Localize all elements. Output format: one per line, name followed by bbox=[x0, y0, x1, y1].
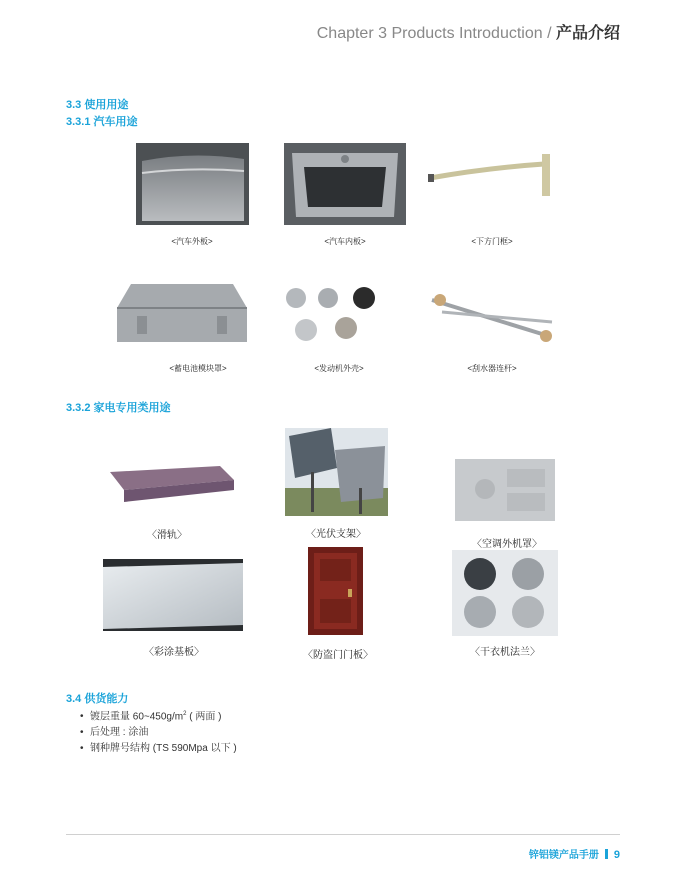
caption-battery-module-cover: <蓄电池模块罩> bbox=[169, 364, 227, 373]
supply-capability-list bbox=[80, 706, 237, 757]
list-item: • 镀层重量 $60\sim 450g/m^2$ ( 两面 ) bbox=[80, 711, 222, 723]
ac-outdoor-cover-photo bbox=[455, 459, 555, 521]
caption-solar-bracket: 〈光伏支架〉 bbox=[306, 529, 366, 540]
caption-engine-housing: <发动机外壳> bbox=[314, 364, 364, 373]
chapter-title-cn: 产品介绍 bbox=[555, 25, 620, 42]
section-3-3-2-heading: 3.3.2 家电专用类用途 bbox=[66, 402, 171, 414]
solar-bracket-photo bbox=[285, 428, 388, 516]
chapter-title-en: Chapter 3 Products Introduction / bbox=[316, 25, 552, 42]
chapter-header bbox=[317, 20, 620, 43]
security-door-panel-photo bbox=[308, 547, 363, 635]
car-inner-panel-photo bbox=[284, 143, 406, 225]
car-outer-panel-photo bbox=[136, 143, 249, 225]
engine-housing-photo bbox=[280, 282, 396, 350]
dryer-flange-photo bbox=[452, 550, 558, 636]
caption-lower-door-frame: <下方门框> bbox=[471, 237, 513, 246]
footer-separator bbox=[605, 849, 608, 859]
pre-painted-substrate-photo bbox=[103, 559, 243, 631]
page-footer bbox=[529, 846, 620, 861]
caption-ac-outdoor-cover: 〈空调外机罩〉 bbox=[472, 539, 542, 550]
page-number: 9 bbox=[613, 849, 620, 861]
section-3-3-heading: 3.3 使用用途 bbox=[66, 99, 129, 111]
caption-pre-painted-substrate: 〈彩涂基板〉 bbox=[144, 647, 204, 658]
caption-dryer-flange: 〈干衣机法兰〉 bbox=[470, 647, 540, 658]
slide-rail-photo bbox=[102, 460, 242, 512]
lower-door-frame-photo bbox=[426, 150, 556, 198]
battery-module-cover-photo bbox=[113, 278, 251, 352]
caption-security-door-panel: 〈防盗门门板〉 bbox=[303, 650, 373, 661]
caption-wiper-linkage: <刮水器连杆> bbox=[467, 364, 517, 373]
section-3-4-heading: 3.4 供货能力 bbox=[66, 693, 129, 705]
manual-title: 锌铝镁产品手册 bbox=[528, 850, 599, 861]
list-item: • 后处理 : 涂油 bbox=[80, 727, 149, 739]
wiper-linkage-photo bbox=[422, 282, 562, 352]
list-item: • 钢种牌号结构 (TS 590Mpa 以下 ) bbox=[80, 743, 237, 755]
caption-car-inner-panel: <汽车内板> bbox=[324, 237, 366, 246]
caption-car-outer-panel: <汽车外板> bbox=[171, 237, 213, 246]
caption-slide-rail: 〈滑轨〉 bbox=[147, 530, 187, 541]
footer-divider bbox=[66, 834, 620, 835]
section-3-3-1-heading: 3.3.1 汽车用途 bbox=[66, 116, 138, 128]
